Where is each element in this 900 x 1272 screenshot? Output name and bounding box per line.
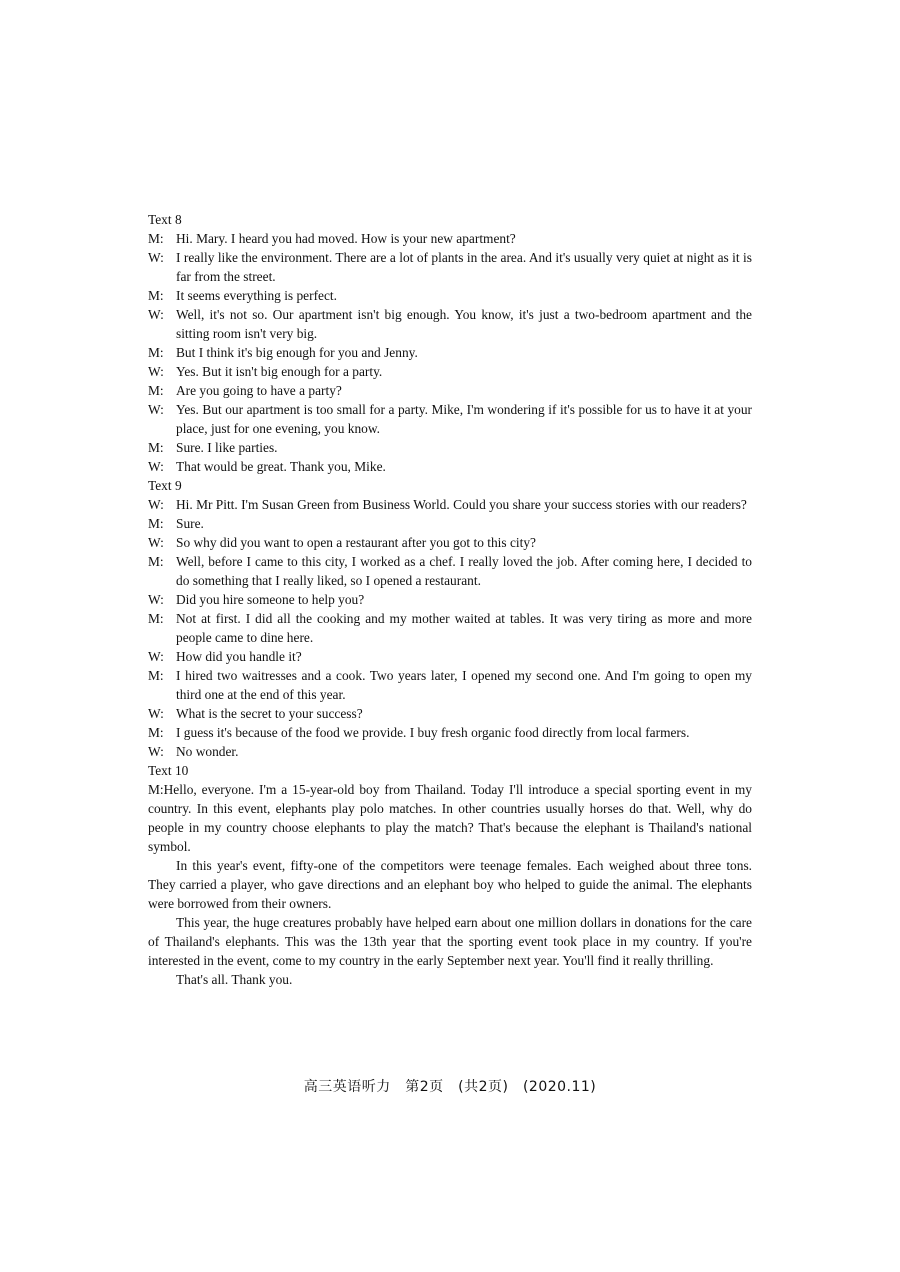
transcript-page: [148, 210, 752, 989]
dialogue-line: [148, 305, 752, 343]
speaker-label: M:: [148, 516, 164, 531]
speaker-label: W:: [148, 250, 164, 265]
dialogue-line: [148, 552, 752, 590]
speaker-label: M:: [148, 554, 164, 569]
speaker-label: M:: [148, 668, 164, 683]
text8-dialogue: [148, 229, 752, 476]
utterance-text: So why did you want to open a restaurant after you got to this city?: [176, 535, 536, 550]
dialogue-line: [148, 742, 752, 761]
dialogue-line: [148, 400, 752, 438]
utterance-text: Well, before I came to this city, I worked as a chef. I really loved the job. After coming here, I decided to do something that I really liked, so I opened a restaurant.: [176, 554, 752, 588]
dialogue-line: [148, 438, 752, 457]
utterance-text: But I think it's big enough for you and Jenny.: [176, 345, 418, 360]
monologue-paragraph: In this year's event, fifty-one of the competitors were teenage females. Each weighed about three tons. They carried a player, who gave directions and an elephant boy who helped to guide the animal. The elephants were borrowed from their owners.: [148, 858, 752, 911]
utterance-text: Did you hire someone to help you?: [176, 592, 365, 607]
utterance-text: Are you going to have a party?: [176, 383, 342, 398]
dialogue-line: [148, 286, 752, 305]
speaker-label: M:: [148, 288, 164, 303]
utterance-text: It seems everything is perfect.: [176, 288, 338, 303]
text9-dialogue: [148, 495, 752, 761]
dialogue-line: [148, 248, 752, 286]
utterance-text: Yes. But it isn't big enough for a party.: [176, 364, 383, 379]
utterance-text: Well, it's not so. Our apartment isn't big enough. You know, it's just a two-bedroom apartment and the sitting room isn't very big.: [176, 307, 752, 341]
utterance-text: Hi. Mary. I heard you had moved. How is your new apartment?: [176, 231, 516, 246]
speaker-label: W:: [148, 744, 164, 759]
speaker-label: M:: [148, 725, 164, 740]
speaker-label: W:: [148, 649, 164, 664]
dialogue-line: [148, 229, 752, 248]
paragraph-text: Hello, everyone. I'm a 15-year-old boy from Thailand. Today I'll introduce a special sporting event in my country. In this event, elephants play polo matches. In other countries usually horses do that. Well, why do people in my country choose elephants to play the match? That's because the elephant is Thailand's national symbol.: [148, 782, 752, 854]
speaker-label: W:: [148, 459, 164, 474]
speaker-label: M:: [148, 440, 164, 455]
utterance-text: Not at first. I did all the cooking and my mother waited at tables. It was very tiring as more and more people came to dine here.: [176, 611, 752, 645]
dialogue-line: [148, 590, 752, 609]
dialogue-line: [148, 704, 752, 723]
speaker-label: W:: [148, 535, 164, 550]
monologue-paragraph: This year, the huge creatures probably have helped earn about one million dollars in donations for the care of Thailand's elephants. This was the 13th year that the sporting event took place in my country. If you're interested in the event, come to my country in the early September next year. You'll find it really thrilling.: [148, 915, 752, 968]
speaker-label: W:: [148, 706, 164, 721]
utterance-text: I guess it's because of the food we provide. I buy fresh organic food directly from local farmers.: [176, 725, 690, 740]
speaker-label: W:: [148, 592, 164, 607]
dialogue-line: [148, 495, 752, 514]
speaker-label: M:: [148, 611, 164, 626]
speaker-label: W:: [148, 307, 164, 322]
speaker-label: W:: [148, 364, 164, 379]
dialogue-line: [148, 362, 752, 381]
dialogue-line: [148, 533, 752, 552]
speaker-label: M:: [148, 383, 164, 398]
utterance-text: Sure.: [176, 516, 204, 531]
monologue-paragraph: That's all. Thank you.: [176, 972, 293, 987]
dialogue-line: [148, 514, 752, 533]
speaker-label: M:: [148, 231, 164, 246]
dialogue-line: [148, 457, 752, 476]
monologue-first-paragraph: [148, 780, 752, 856]
utterance-text: I hired two waitresses and a cook. Two years later, I opened my second one. And I'm going to open my third one at the end of this year.: [176, 668, 752, 702]
text10-title: Text 10: [148, 763, 189, 778]
utterance-text: What is the secret to your success?: [176, 706, 363, 721]
utterance-text: I really like the environment. There are a lot of plants in the area. And it's usually very quiet at night as it is far from the street.: [176, 250, 752, 284]
speaker-label: W:: [148, 497, 164, 512]
page-footer: 高三英语听力 第2页 (共2页) (2020.11): [303, 1079, 597, 1095]
dialogue-line: [148, 381, 752, 400]
text8-title: Text 8: [148, 212, 182, 227]
text10-monologue: [148, 780, 752, 989]
speaker-label: W:: [148, 402, 164, 417]
speaker-label: M:: [148, 782, 164, 797]
dialogue-line: [148, 609, 752, 647]
dialogue-line: [148, 666, 752, 704]
utterance-text: That would be great. Thank you, Mike.: [176, 459, 386, 474]
text9-title: Text 9: [148, 478, 182, 493]
utterance-text: No wonder.: [176, 744, 239, 759]
dialogue-line: [148, 723, 752, 742]
utterance-text: Sure. I like parties.: [176, 440, 278, 455]
utterance-text: How did you handle it?: [176, 649, 302, 664]
utterance-text: Yes. But our apartment is too small for a party. Mike, I'm wondering if it's possible for us to have it at your place, just for one evening, you know.: [176, 402, 752, 436]
utterance-text: Hi. Mr Pitt. I'm Susan Green from Business World. Could you share your success stories with our readers?: [176, 497, 747, 512]
dialogue-line: [148, 343, 752, 362]
dialogue-line: [148, 647, 752, 666]
speaker-label: M:: [148, 345, 164, 360]
